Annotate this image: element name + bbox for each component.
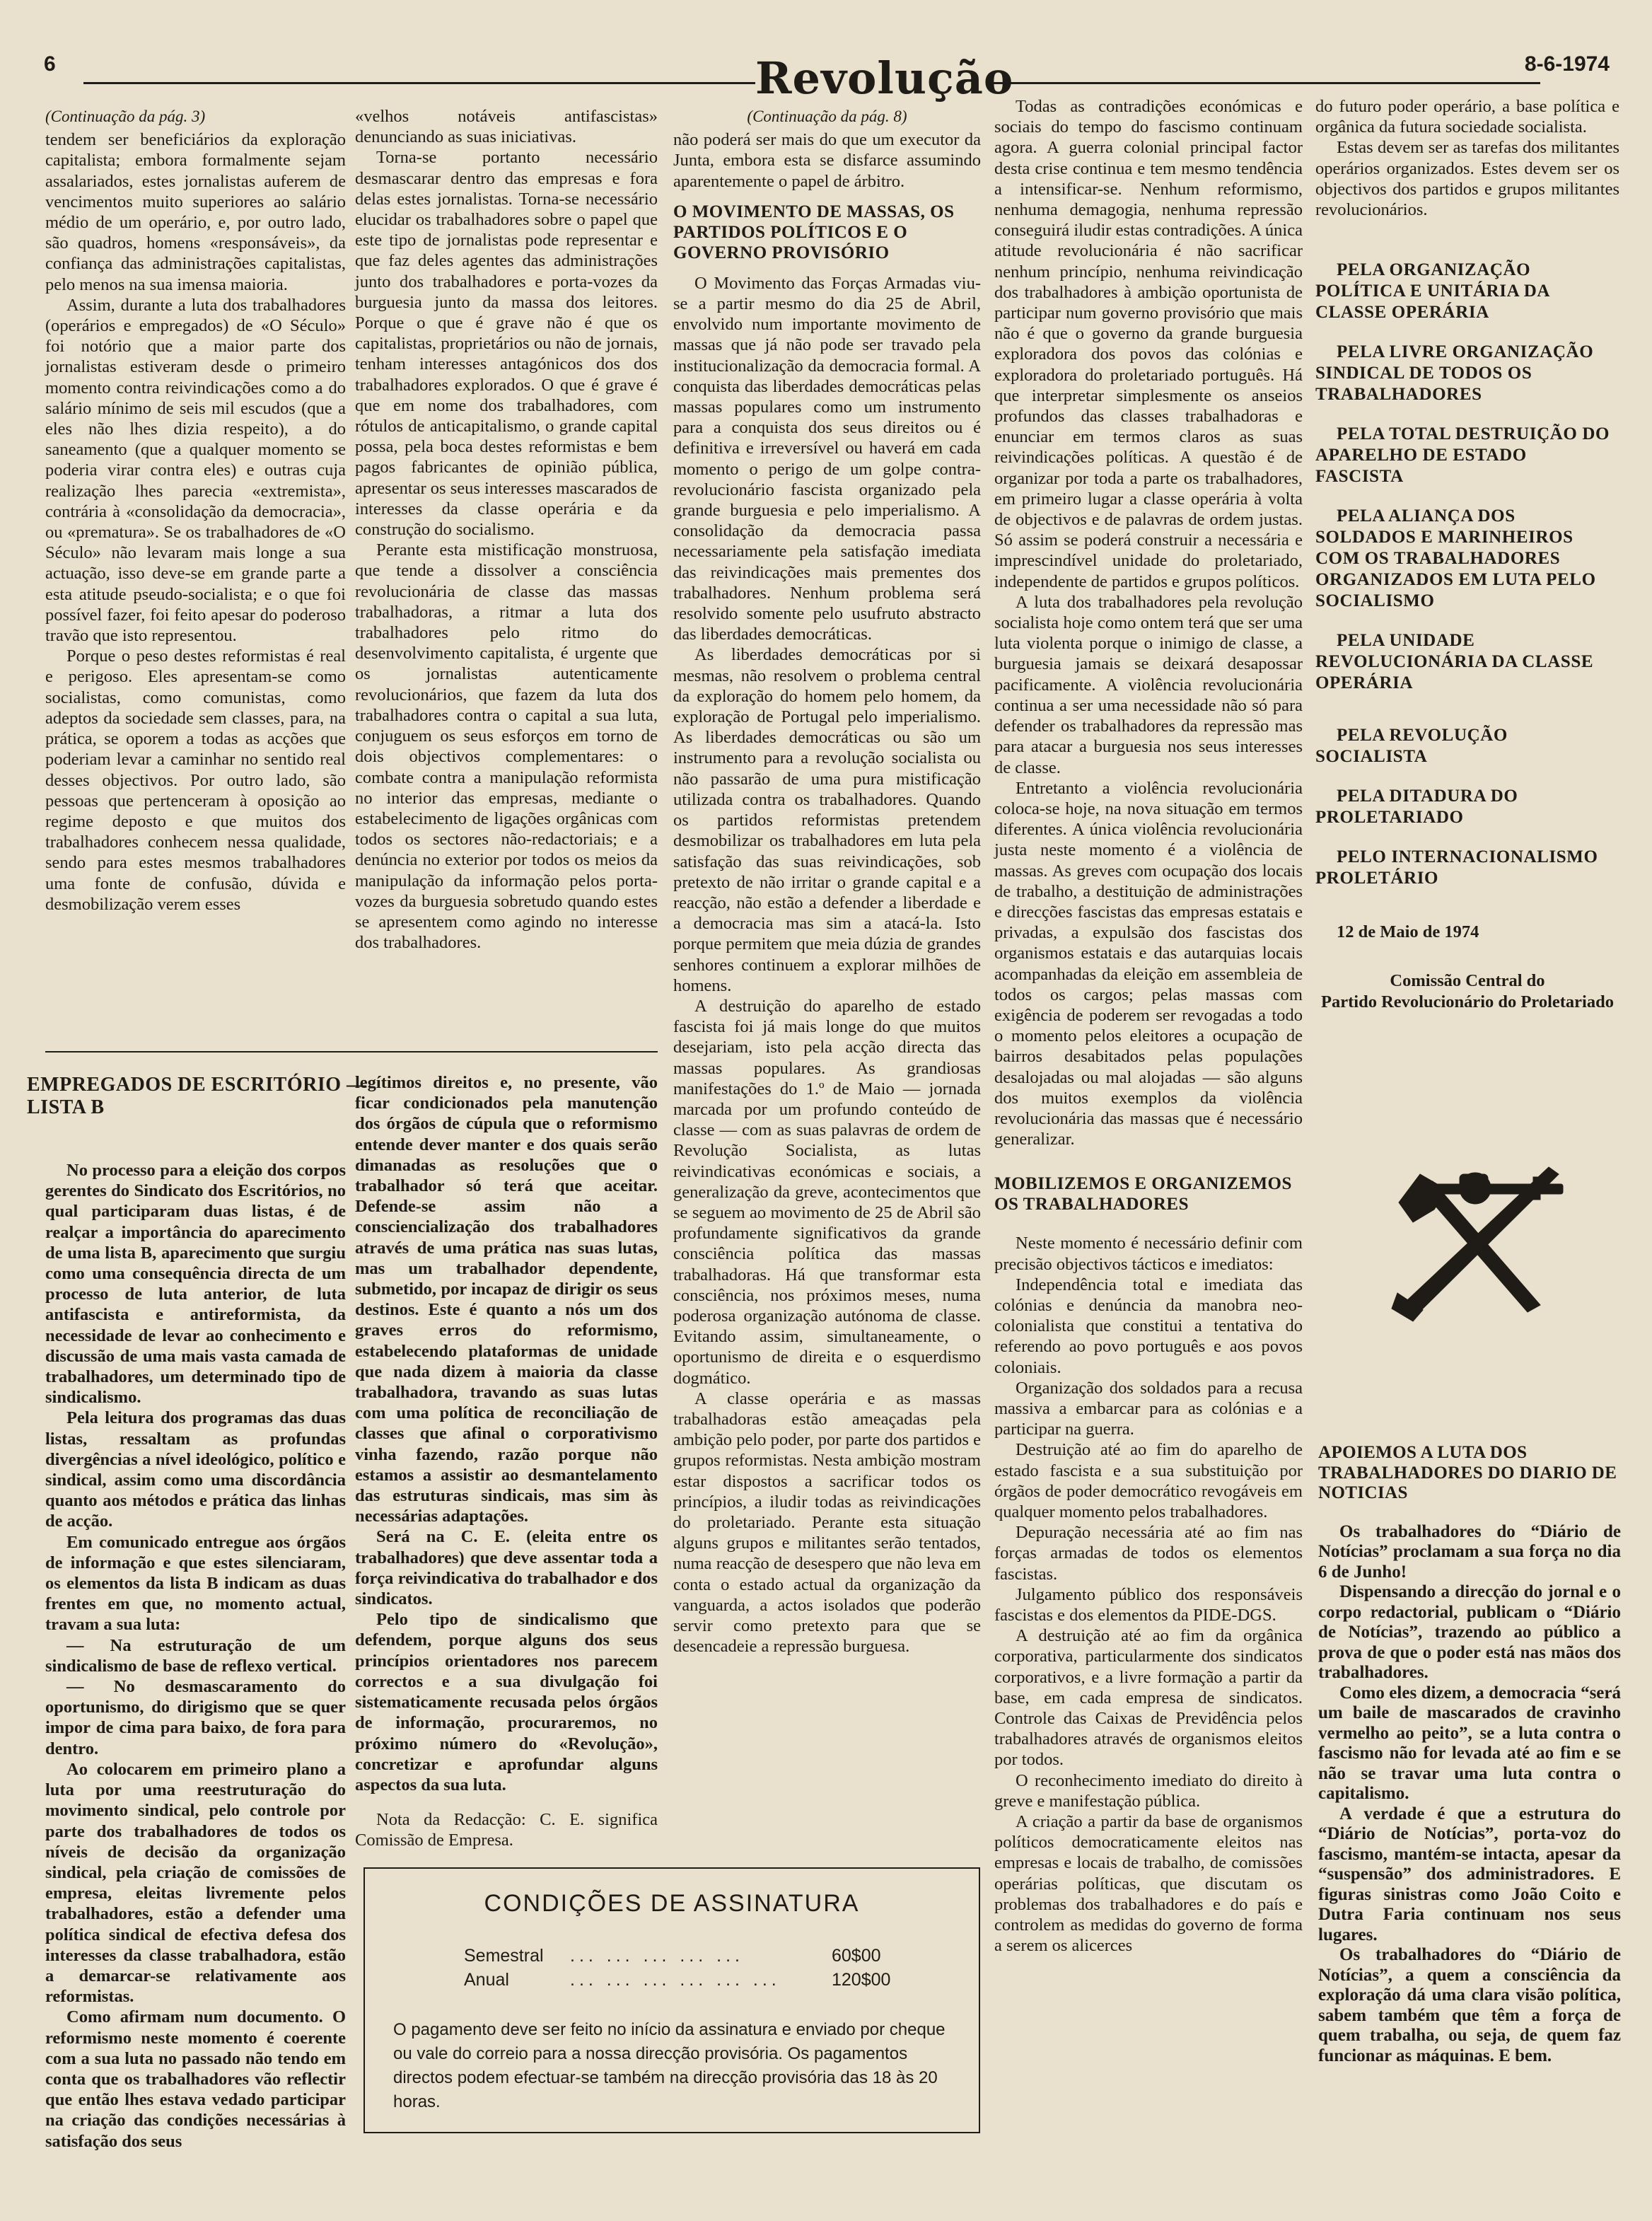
slogan: PELA ALIANÇA DOS SOLDADOS E MARINHEIROS COM OS TRABALHADORES ORGANIZADOS EM LUTA PELO SOCIALISMO [1315, 506, 1596, 611]
paragraph: «velhos notáveis antifascistas» denunciando as suas iniciativas. [355, 107, 658, 147]
paragraph: Perante esta mistificação monstruosa, que tende a dissolver a consciência revolucionária de classe das massas trabalhadoras, a ritmar a luta dos trabalhadores pelo ritmo do desenvolvimento capitalista, é urgente que os jornalistas autenticamente revolucionários, que fazem da luta dos trabalhadores contra o capital a sua luta, conjuguem os seus esforços em torno de dois objectivos complementares: o combate contra a manipulação reformista no interior das empresas, mediante o estabelecimento de ligações orgânicas com todos os sectores não-redactoriais; e a denúncia no exterior por todos os meios da manipulação da informação pelos porta-vozes da burguesia sobretudo quando estes se apresentem como agindo no interesse dos trabalhadores. [355, 540, 658, 953]
paragraph: Assim, durante a luta dos trabalhadores (operários e empregados) de «O Século» foi notório que a maior parte dos jornalistas estiveram desde o primeiro momento contra reivindicações como a do salário mínimo de seis mil escudos (que a eles não lhes dizia respeito), a do saneamento (que a qualquer momento se poderia virar contra eles) e outras cuja realização lhes parecia «extremista», contrária à «consolidação da democracia», ou «prematura». Se os trabalhadores de «O Século» não levaram mais longe a sua actuação, isso deve-se em grande parte a esta atitude pseudo-socialista; e o que foi possível fazer, foi feito apesar do poderoso travão que isto representou. [45, 295, 346, 646]
paragraph: O reconhecimento imediato do direito à greve e manifestação pública. [994, 1770, 1303, 1811]
continuation-note: (Continuação da pág. 8) [747, 108, 907, 125]
paragraph: A classe operária e as massas trabalhadoras estão ameaçadas pela ambição pelo poder, por parte dos partidos e grupos reformistas. Nesta ambição mostram estar dispostos a sacrificar todos os princípios, a iludir todas as reivindicações do proletariado. Perante esta situação alguns grupos e militantes serão tentados, numa reacção de desespero que não leva em conta o estado actual da organização da vanguarda, a actos isolados que poderão servir como pretexto para que se desencadeie a repressão burguesa. [673, 1388, 981, 1657]
paragraph: No processo para a eleição dos corpos gerentes do Sindicato dos Escritórios, no qual participaram duas listas, é de realçar a importância do aparecimento de uma lista B, aparecimento que surgiu como uma consequência directa de um processo de luta anterior, de luta antifascista e antireformista, da necessidade de levar ao conhecimento e discussão de uma mais vasta camada de trabalhadores, um determinado tipo de sindicalismo. [45, 1161, 346, 1408]
paragraph: Depuração necessária até ao fim nas forças armadas de todos os elementos fascistas. [994, 1523, 1303, 1584]
paragraph: Porque o peso destes reformistas é real e perigoso. Eles apresentam-se como socialistas, como comunistas, como adeptos da sociedade sem classes, para, na prática, se oporem a todas as acções que poderiam levar a caminhar no sentido real desses objectivos. Por outro lado, são pessoas que pertenceram à oposição ao regime deposto e que muitos dos trabalhadores conhecem nessa qualidade, sendo para estes mesmos trabalhadores uma fonte de confusão, dúvida e desmobilização verem esses [45, 646, 346, 914]
article-column-3 [673, 106, 981, 1832]
paragraph: Como afirmam num documento. O reformismo neste momento é coerente com a sua luta no passado não tendo em conta que os trabalhadores vão reflectir que então lhes estava vedado participar na criação das condições necessárias à satisfação dos seus [45, 2007, 346, 2151]
editorial-note: Nota da Redacção: C. E. significa Comissão de Empresa. [355, 1810, 658, 1850]
subscription-row [464, 1946, 950, 1970]
rifle-hammer-icon [1392, 1160, 1576, 1323]
leader-dots: ... ... ... ... ... ... [570, 1970, 781, 1990]
article-column-4 [994, 96, 1303, 2183]
paragraph: tendem ser beneficiários da exploração capitalista; embora formalmente sejam assalariados, estes jornalistas auferem de vencimentos muito superiores ao salário médio de um operário, e, por outro lado, são quadros, homens «responsáveis», da confiança das administrações capitalistas, pelo menos na sua imensa maioria. [45, 130, 346, 294]
paragraph: O Movimento das Forças Armadas viu-se a partir mesmo do dia 25 de Abril, envolvido num importante movimento de massas que já não pode ser travado pela institucionalização da democracia formal. A conquista das liberdades democráticas pelas massas populares como um instrumento para a conquista dos seus direitos ou é definitiva e irreversível ou haverá em cada momento o perigo de um golpe contra-revolucionário fascista organizado pela grande burguesia e pelo imperialismo. A consolidação da democracia passa necessariamente pela satisfação imediata das reivindicações mais prementes dos trabalhadores. Nenhum problema será resolvido somente pelo usufruto abstracto das liberdades democráticas. [673, 273, 981, 644]
slogan: PELA DITADURA DO PROLETARIADO [1315, 787, 1518, 828]
paragraph: Organização dos soldados para a recusa massiva a embarcar para as colónias e a participar na guerra. [994, 1378, 1303, 1439]
box-column-2 [355, 1072, 658, 1850]
paragraph: A destruição até ao fim da orgânica corporativa, particularmente dos sindicatos corporativos, e a livre formação a partir da base, em cada empresa de sindicatos. Controle das Caixas de Previdência pelos trabalhadores através de organismos eleitos por todos. [994, 1626, 1303, 1770]
slogan: PELO INTERNACIONALISMO PROLETÁRIO [1315, 847, 1598, 888]
slogan: PELA ORGANIZAÇÃO POLÍTICA E UNITÁRIA DA CLASSE OPERÁRIA [1315, 260, 1549, 323]
slogan: PELA LIVRE ORGANIZAÇÃO SINDICAL DE TODOS OS TRABALHADORES [1315, 342, 1594, 405]
paragraph: Julgamento público dos responsáveis fascistas e dos elementos da PIDE-DGS. [994, 1584, 1303, 1625]
paragraph: As liberdades democráticas por si mesmas, não resolvem o problema central da exploração do homem pelo homem, da exploração de Portugal pelo imperialismo. As liberdades democráticas ou são um instrumento para a revolução socialista ou não passarão de uma pura mistificação utilizada contra os trabalhadores. Quando os partidos reformistas pretendem desmobilizar os trabalhadores em luta pela satisfação das suas reivindicações, sob pretexto de não irritar o grande capital e a reacção, não estão a defender a liberdade e a democracia mas sim a atacá-la. Isto porque permitem que meia dúzia de grandes senhores continuem a explorar milhões de homens. [673, 645, 981, 995]
paragraph: não poderá ser mais do que um executor da Junta, embora esta se disfarce assumindo aparentemente o papel de árbitro. [673, 130, 981, 191]
paragraph: — No desmascaramento do oportunismo, do dirigismo que se quer impor de cima para baixo, de fora para dentro. [45, 1677, 346, 1758]
newspaper-title: Revolução [755, 52, 1014, 104]
article-column-2 [355, 106, 658, 1040]
paragraph: Destruição até ao fim do aparelho de estado fascista e a sua substituição por órgãos de poder democrático revogáveis em qualquer momento pelos trabalhadores. [994, 1440, 1303, 1521]
article-column-1 [45, 106, 346, 1040]
box-heading-text: EMPREGADOS DE ESCRITÓRIO — LISTA B [27, 1074, 367, 1118]
page-number: 6 [44, 52, 56, 76]
slogan: PELA REVOLUÇÃO SOCIALISTA [1315, 726, 1508, 767]
slogan: PELA TOTAL DESTRUIÇÃO DO APARELHO DE ESTADO FASCISTA [1315, 424, 1610, 487]
paragraph: Neste momento é necessário definir com precisão objectivos tácticos e imediatos: [994, 1234, 1303, 1274]
subscription-note: O pagamento deve ser feito no início da assinatura e enviado por cheque ou vale do correio para a nossa direcção provisória. Os pagamentos directos podem efectuar-se também na direcção provisória das 18 às 20 horas. [393, 2020, 946, 2111]
box-column-1 [45, 1160, 346, 2200]
paragraph: A destruição do aparelho de estado fascista foi já mais longe do que muitos desejariam, isto pela acção directa das massas populares. As grandiosas manifestações do 1.º de Maio — jornada marcada por um profundo conteúdo de classe — com as suas palavras de ordem de Revolução Socialista, as lutas reivindicativas económicas e sociais, a generalização da greve, acontecimentos que se seguem ao movimento de 25 de Abril são profundamente significativos da grande consciência política das massas trabalhadoras. Há que transformar esta consciência, nos próximos meses, numa poderosa organização autónoma de classe. Evitando assim, simultaneamente, o oportunismo de direita e o esquerdismo dogmático. [673, 996, 981, 1388]
paragraph: Independência total e imediata das colónias e denúncia da manobra neo-colonialista que constitui a tentativa do referendo ao povo português e aos povos coloniais. [994, 1275, 1303, 1377]
subscription-box [363, 1867, 980, 2133]
masthead-rule-right [989, 82, 1540, 84]
paragraph: Como eles dizem, a democracia “será um baile de mascarados de cravinho vermelho ao peito”, se a luta contra o fascismo não for levada até ao fim e se não se travar uma luta contra o capitalismo. [1318, 1683, 1621, 1803]
paragraph: — Na estruturação de um sindicalismo de base de reflexo vertical. [45, 1635, 346, 1676]
subscription-title: CONDIÇÕES DE ASSINATURA [484, 1890, 860, 1917]
paragraph: Todas as contradições económicas e sociais do tempo do fascismo continuam agora. A guerra colonial principal factor desta crise continua e tem mesmo tendência a intensificar-se. Nenhum reformismo, nenhuma demagogia, nenhuma repressão conseguirá iludir estas contradições. A única atitude revolucionária é não sacrificar nenhum princípio, nenhuma reivindicação dos trabalhadores à ambição oportunista de participar num governo provisório que mais não é que o governo da grande burguesia exploradora dos povos das colónias e exploradora do proletariado português. Há que interpretar simplesmente os anseios profundos das classes trabalhadoras e enunciar em termos claros as suas reivindicações políticas. A questão é de organizar por toda a parte os trabalhadores, em primeiro lugar a classe operária à volta de objectivos e de palavras de ordem justas. Só assim se poderá construir a necessária e imprescindível unidade do proletariado, independente de partidos e grupos políticos. [994, 97, 1303, 591]
section-heading: APOIEMOS A LUTA DOS TRABALHADORES DO DIARIO DE NOTICIAS [1318, 1443, 1617, 1502]
signature-line: Comissão Central do [1390, 971, 1545, 991]
paragraph: do futuro poder operário, a base política e orgânica da futura sociedade socialista. [1315, 97, 1619, 137]
subscription-price: 60$00 [832, 1946, 881, 1966]
section-heading: MOBILIZEMOS E ORGANIZEMOS OS TRABALHADORES [994, 1174, 1292, 1214]
section-divider [45, 1051, 658, 1052]
section-heading: O MOVIMENTO DE MASSAS, OS PARTIDOS POLÍTICOS E O GOVERNO PROVISÓRIO [673, 202, 955, 262]
paragraph: legítimos direitos e, no presente, vão ficar condicionados pela manutenção dos órgãos de cúpula que o reformismo entende dever manter e dos quais serão dimanadas as resoluções que o trabalhador só terá que aceitar. Defende-se assim não a consciencialização dos trabalhadores através de uma prática nas suas lutas, mas um trabalhador dependente, submetido, por incapaz de dirigir os seus destinos. Este é quanto a nós um dos graves erros do reformismo, estabelecendo plataformas de unidade que nada dizem à maioria da classe trabalhadora, travando as suas lutas com uma política de reconciliação de classes que afinal o corporativismo vinha fazendo, razão porque não estamos a assistir ao desmantelamento das estruturas sindicais, mas sim às necessárias adaptações. [355, 1073, 658, 1526]
paragraph: A luta dos trabalhadores pela revolução socialista hoje como ontem terá que ser uma luta violenta porque o inimigo de classe, a burguesia jamais se deixará desapossar pacificamente. A violência revolucionária continua a ser uma necessidade não só para defender os trabalhadores da repressão mas para atacar a burguesia nos seus interesses de classe. [994, 592, 1303, 777]
diario-noticias-column [1318, 1443, 1621, 2207]
signature-line: Partido Revolucionário do Proletariado [1321, 992, 1614, 1011]
subscription-label: Anual [464, 1970, 509, 1990]
subscription-label: Semestral [464, 1946, 544, 1966]
paragraph: Dispensando a direcção do jornal e o corpo redactorial, publicam o “Diário de Notícias”, trazendo ao público a prova de que o poder está nas mãos dos trabalhadores. [1318, 1582, 1621, 1682]
masthead [41, 47, 1619, 104]
paragraph: Estas devem ser as tarefas dos militantes operários organizados. Estes devem ser os objectivos dos partidos e grupos militantes revolucionários. [1315, 138, 1619, 220]
paragraph: Os trabalhadores do “Diário de Notícias”, a quem a consciência da exploração dá uma clara visão política, sabem também que têm a força de quem trabalha, ou seja, de quem faz funcionar as máquinas. E bem. [1318, 1945, 1621, 2065]
paragraph: Os trabalhadores do “Diário de Notícias” proclamam a sua força no dia 6 de Junho! [1318, 1521, 1621, 1582]
paragraph: A criação a partir da base de organismos políticos democraticamente eleitos nas empresas e locais de trabalho, de comissões operárias políticas, que discutam os problemas dos trabalhadores e do país e controlem as medidas do governo de forma a serem os alicerces [994, 1812, 1303, 1956]
paragraph: Ao colocarem em primeiro plano a luta por uma reestruturação do movimento sindical, pelo controle por parte dos trabalhadores de todos os níveis de decisão da organização sindical, pela criação de comissões de empresa, eleitas livremente pelos trabalhadores, estão a defender uma política sindical de efectiva defesa dos interesses da classe trabalhadora, estão a demarcar-se relativamente aos reformistas. [45, 1759, 346, 2007]
continuation-note: (Continuação da pág. 3) [45, 108, 206, 125]
paragraph: Pelo tipo de sindicalismo que defendem, porque alguns dos seus princípios orientadores nos parecem correctos e a sua divulgação foi sistematicamente recusada pelos órgãos de informação, procuraremos, no próximo número do «Revolução», concretizar e aprofundar alguns aspectos da sua luta. [355, 1610, 658, 1794]
statement-date: 12 de Maio de 1974 [1337, 922, 1479, 942]
paragraph: A verdade é que a estrutura do “Diário de Notícias”, porta-voz do fascismo, mantém-se intacta, apesar da “suspensão” dos administradores. E figuras sinistras como João Coito e Dutra Faria continuam nos seus lugares. [1318, 1804, 1621, 1944]
paragraph: Pela leitura dos programas das duas listas, ressaltam as profundas divergências a nível ideológico, político e sindical, assim como uma discordância quanto aos métodos e prática das linhas de acção. [45, 1408, 346, 1531]
paragraph: Entretanto a violência revolucionária coloca-se hoje, na nova situação em termos diferentes. A única violência revolucionária justa neste momento é a violência de massas. As greves com ocupação dos locais de trabalho, a destituição de administrações e direcções fascistas das empresas estatais e privadas, a expulsão dos fascistas dos organismos estatais e das autarquias locais acompanhadas da eleição em assembleia de todos os cargos; pelas massas com exigência de poderem ser revogadas a todo o momento pelos eleitores a ocupação de bairros desabitados pelas populações desalojadas ou mal alojadas — são alguns dos muitos exemplos da violência revolucionária das massas que é necessário generalizar. [994, 778, 1303, 1149]
article-column-5 [1315, 96, 1619, 1016]
masthead-rule-left [83, 82, 755, 84]
paragraph: Torna-se portanto necessário desmascarar dentro das empresas e fora delas estes jornalistas. Torna-se necessário elucidar os trabalhadores sobre o papel que este tipo de jornalistas pode representar e que faz deles agentes das administrações junto dos trabalhadores e porta-vozes da burguesia junto da massa dos leitores. Porque o que é grave não é que os capitalistas, proprietários ou não de jornais, tenham interesses antagónicos dos dos trabalhadores explorados. O que é grave é que em nome dos trabalhadores, com rótulos de anticapitalismo, o grande capital possa, pela boca destes reformistas e bem pagos fabricantes de opinião pública, apresentar os seus interesses mascarados de interesses da classe operária e da construção do socialismo. [355, 148, 658, 540]
leader-dots: ... ... ... ... ... [570, 1946, 744, 1966]
slogan: PELA UNIDADE REVOLUCIONÁRIA DA CLASSE OPERÁRIA [1315, 631, 1594, 693]
subscription-row [464, 1970, 950, 1994]
paragraph: Será na C. E. (eleita entre os trabalhadores) que deve assentar toda a força reivindicativa do trabalhador e dos sindicatos. [355, 1527, 658, 1609]
issue-date: 8-6-1974 [1524, 52, 1610, 76]
box-heading [27, 1074, 388, 1119]
paragraph: Em comunicado entregue aos órgãos de informação e que estes silenciaram, os elementos da lista B indicam as duas frentes em que, no momento actual, travam a sua luta: [45, 1532, 346, 1635]
subscription-price: 120$00 [832, 1970, 891, 1990]
